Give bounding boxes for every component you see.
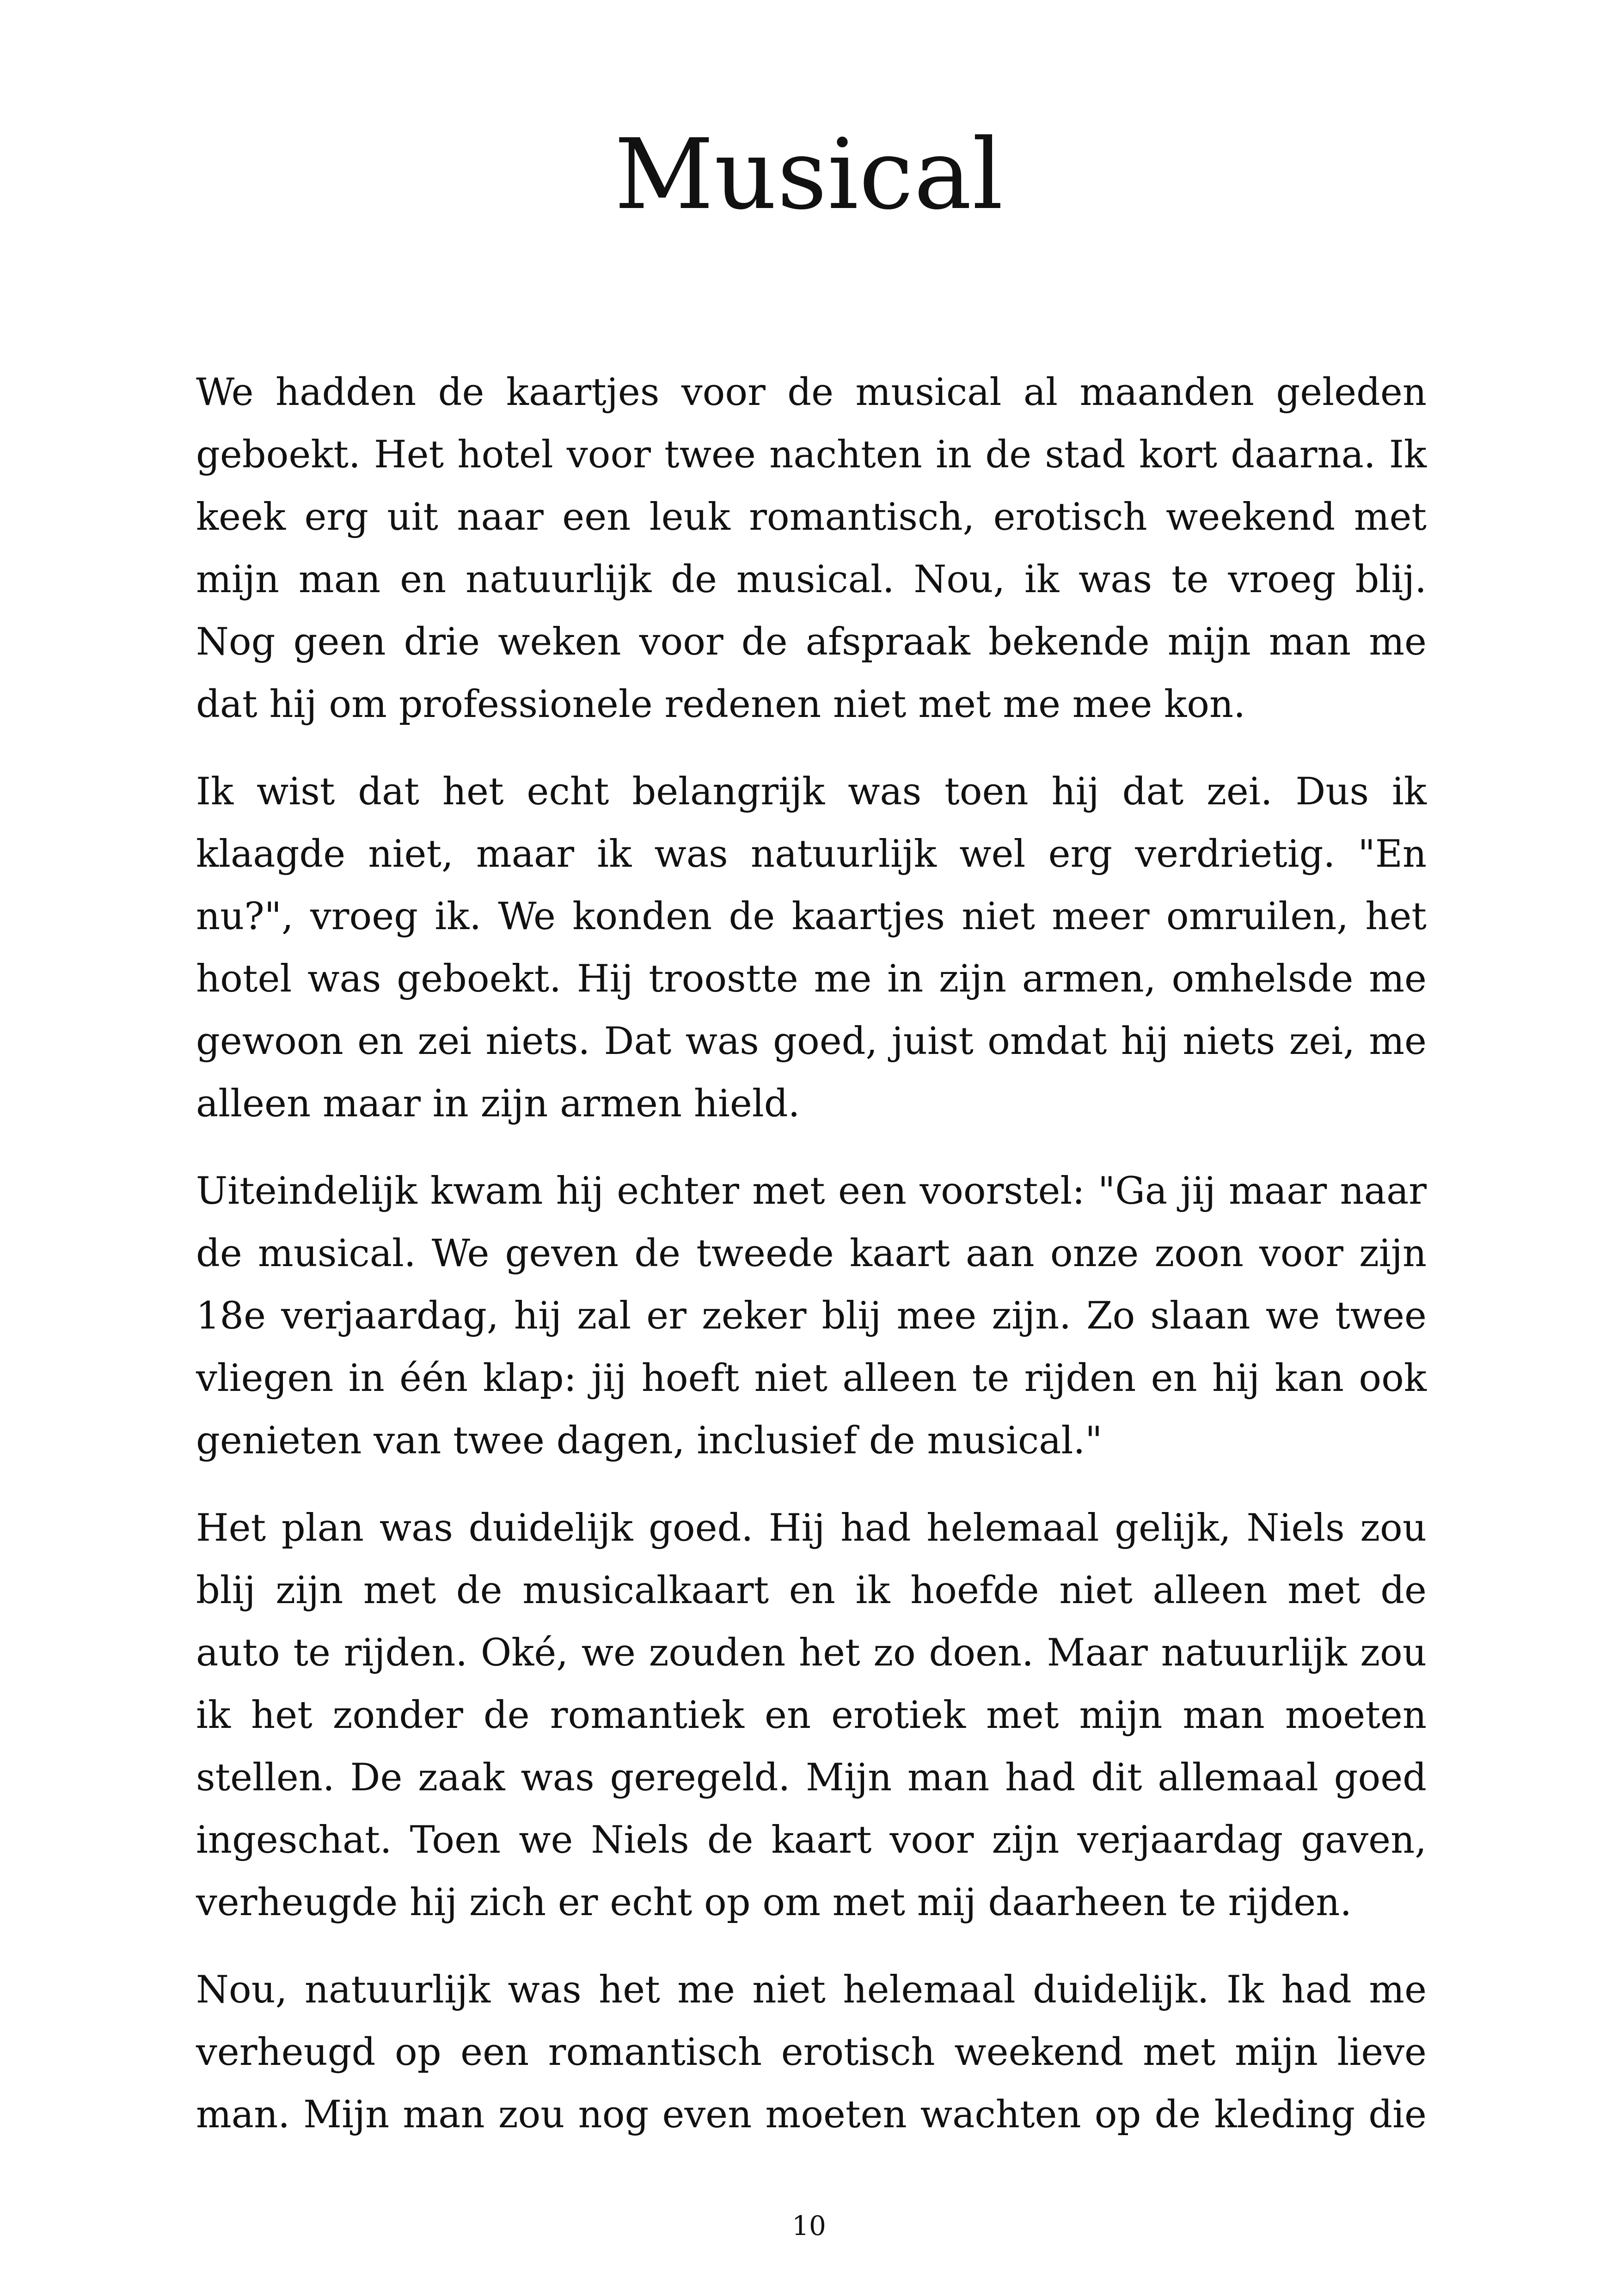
paragraph: Het plan was duidelijk goed. Hij had helemaal gelijk, Niels zou blij zijn met de musicalkaart en ik hoefde niet alleen met de auto te rijden. Oké, we zouden het zo doen. Maar natuurlijk zou ik het zonder de romantiek en erotiek met mijn man moeten stellen. De zaak was geregeld. Mijn man had dit allemaal goed ingeschat. Toen we Niels de kaart voor zijn verjaardag gaven, verheugde hij zich er echt op om met mij daarheen te rijden. — [196, 1506, 1427, 1924]
body-text — [196, 361, 1427, 2146]
paragraph: Ik wist dat het echt belangrijk was toen hij dat zei. Dus ik klaagde niet, maar ik was natuurlijk wel erg verdrietig. "En nu?", vroeg ik. We konden de kaartjes niet meer omruilen, het hotel was geboekt. Hij troostte me in zijn armen, omhelsde me gewoon en zei niets. Dat was goed, juist omdat hij niets zei, me alleen maar in zijn armen hield. — [196, 770, 1427, 1126]
paragraph: Nou, natuurlijk was het me niet helemaal duidelijk. Ik had me verheugd op een romantisch erotisch weekend met mijn lieve man. Mijn man zou nog even moeten wachten op de kleding die — [196, 1968, 1427, 2137]
page-number: 10 — [792, 2210, 826, 2241]
paragraph: Uiteindelijk kwam hij echter met een voorstel: "Ga jij maar naar de musical. We geven de tweede kaart aan onze zoon voor zijn 18e verjaardag, hij zal er zeker blij mee zijn. Zo slaan we twee vliegen in één klap: jij hoeft niet alleen te rijden en hij kan ook genieten van twee dagen, inclusief de musical." — [196, 1169, 1427, 1463]
paragraph: We hadden de kaartjes voor de musical al maanden geleden geboekt. Het hotel voor twee nachten in de stad kort daarna. Ik keek erg uit naar een leuk romantisch, erotisch weekend met mijn man en natuurlijk de musical. Nou, ik was te vroeg blij. Nog geen drie weken voor de afspraak bekende mijn man me dat hij om professionele redenen niet met me mee kon. — [196, 371, 1427, 726]
chapter-title: Musical — [614, 118, 1004, 231]
